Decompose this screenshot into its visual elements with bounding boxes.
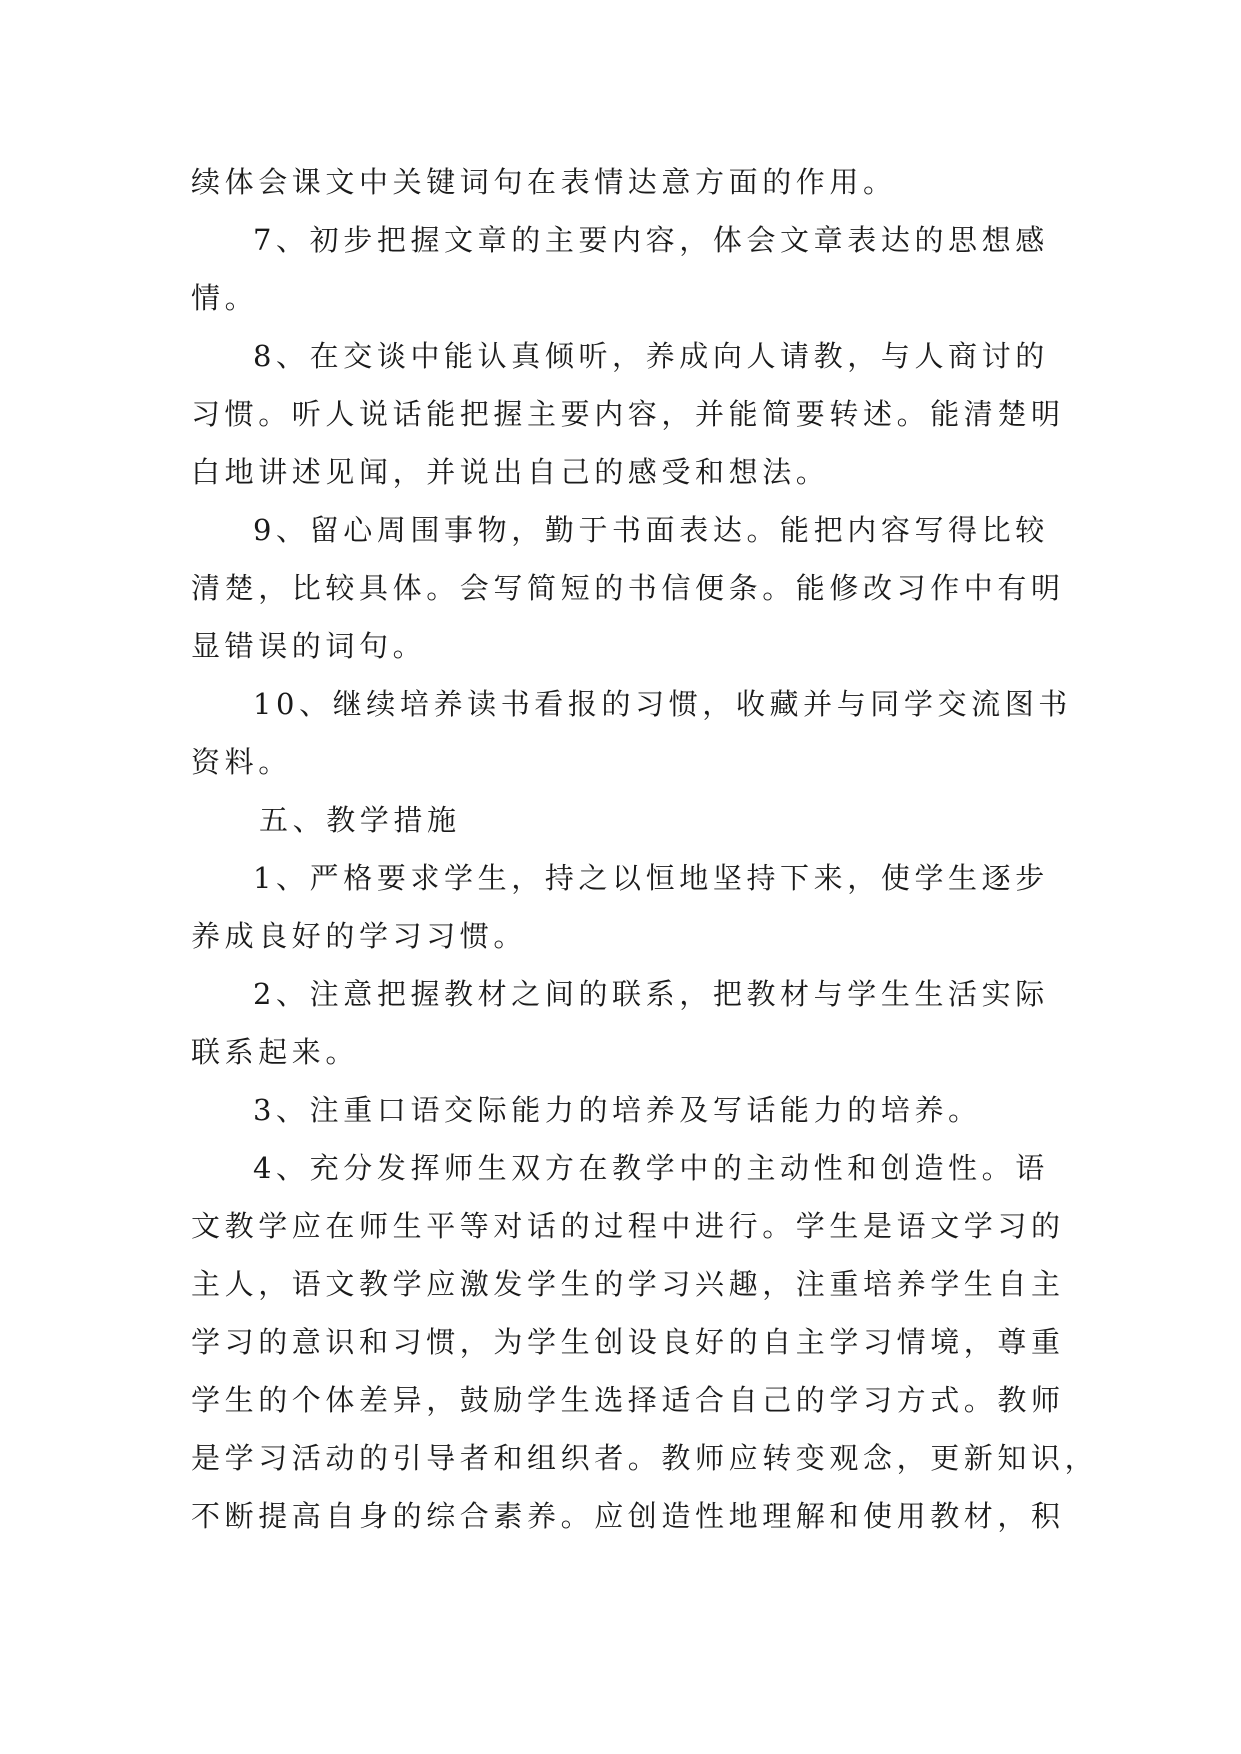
text-line: 清楚，比较具体。会写简短的书信便条。能修改习作中有明 [191, 571, 1065, 605]
text-line: 联系起来。 [191, 1035, 360, 1069]
measure-item-2: 2、注意把握教材之间的联系，把教材与学生生活实际 [253, 977, 1049, 1011]
text-line: 是学习活动的引导者和组织者。教师应转变观念，更新知识， [191, 1441, 1099, 1475]
section-heading: 五、教学措施 [259, 803, 461, 837]
list-item-10: 10、继续培养读书看报的习惯，收藏并与同学交流图书 [253, 687, 1072, 721]
text-line: 显错误的词句。 [191, 629, 427, 663]
text-line: 主人，语文教学应激发学生的学习兴趣，注重培养学生自主 [191, 1267, 1065, 1301]
text-line: 续体会课文中关键词句在表情达意方面的作用。 [191, 165, 897, 199]
text-line: 养成良好的学习习惯。 [191, 919, 528, 953]
text-line: 白地讲述见闻，并说出自己的感受和想法。 [191, 455, 830, 489]
measure-item-3: 3、注重口语交际能力的培养及写话能力的培养。 [253, 1093, 982, 1127]
measure-item-4: 4、充分发挥师生双方在教学中的主动性和创造性。语 [253, 1151, 1049, 1185]
text-line: 情。 [191, 281, 259, 315]
text-line: 不断提高自身的综合素养。应创造性地理解和使用教材，积 [191, 1499, 1065, 1533]
list-item-7: 7、初步把握文章的主要内容，体会文章表达的思想感 [253, 223, 1049, 257]
text-line: 学习的意识和习惯，为学生创设良好的自主学习情境，尊重 [191, 1325, 1065, 1359]
body-text [191, 153, 1099, 1545]
measure-item-1: 1、严格要求学生，持之以恒地坚持下来，使学生逐步 [253, 861, 1049, 895]
text-line: 学生的个体差异，鼓励学生选择适合自己的学习方式。教师 [191, 1383, 1065, 1417]
text-line: 资料。 [191, 745, 292, 779]
list-item-9: 9、留心周围事物，勤于书面表达。能把内容写得比较 [253, 513, 1049, 547]
text-line: 习惯。听人说话能把握主要内容，并能简要转述。能清楚明 [191, 397, 1065, 431]
list-item-8: 8、在交谈中能认真倾听，养成向人请教，与人商讨的 [253, 339, 1049, 373]
text-line: 文教学应在师生平等对话的过程中进行。学生是语文学习的 [191, 1209, 1065, 1243]
